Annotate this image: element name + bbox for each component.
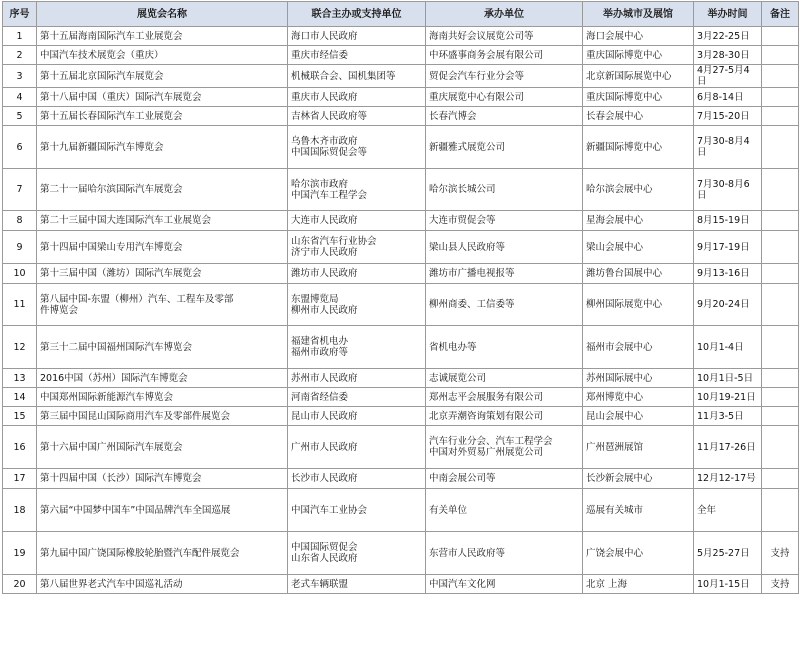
cell-line: 第十四届中国梁山专用汽车博览会 (40, 241, 183, 253)
cell-line: 北京新国际展览中心 (586, 70, 672, 82)
header-venue: 举办城市及展馆 (583, 2, 694, 27)
cell-date (694, 211, 762, 231)
cell-venue (583, 88, 694, 107)
cell-note: 支持 (762, 575, 799, 594)
cell-sponsor (288, 489, 426, 532)
cell-organizer (426, 211, 583, 231)
cell-line: 苏州国际展中心 (586, 372, 653, 384)
cell-line: 9月13-16日 (697, 268, 750, 279)
cell-date (694, 326, 762, 369)
cell-organizer (426, 575, 583, 594)
cell-line: 长沙新会展中心 (586, 473, 653, 484)
cell-venue (583, 27, 694, 46)
cell-note (762, 65, 799, 88)
cell-line: 中国国际贸促会 (291, 542, 358, 553)
cell-line: 大连市贸促会等 (429, 215, 496, 226)
cell-line: 北京 上海 (586, 578, 628, 590)
cell-no: 15 (3, 407, 37, 426)
cell-line: 长沙市人民政府 (291, 473, 358, 484)
cell-name (37, 169, 288, 211)
table-row (3, 369, 799, 388)
cell-organizer (426, 489, 583, 532)
cell-line: 10月19-21日 (697, 391, 756, 403)
cell-line: 第三届中国昆山国际商用汽车及零部件展览会 (40, 410, 231, 422)
cell-no: 17 (3, 469, 37, 489)
cell-line: 第六届“中国梦中国车”中国品牌汽车全国巡展 (40, 504, 231, 516)
header-sponsor: 联合主办或支持单位 (288, 2, 426, 27)
cell-line: 山东省人民政府 (291, 553, 358, 564)
cell-venue (583, 489, 694, 532)
cell-date (694, 407, 762, 426)
cell-line: 东营市人民政府等 (429, 547, 506, 559)
cell-name (37, 369, 288, 388)
cell-line: 中国国际贸促会等 (291, 147, 368, 158)
cell-name (37, 284, 288, 326)
cell-organizer (426, 169, 583, 211)
cell-venue (583, 575, 694, 594)
cell-line: 第十六届中国广州国际汽车展览会 (40, 441, 183, 453)
cell-line: 河南省经信委 (291, 391, 349, 403)
cell-line: 新疆雅式展览公司 (429, 141, 506, 153)
cell-date (694, 88, 762, 107)
table-row (3, 107, 799, 126)
cell-note (762, 469, 799, 489)
cell-no: 16 (3, 426, 37, 469)
cell-no: 20 (3, 575, 37, 594)
header-date: 举办时间 (694, 2, 762, 27)
cell-organizer (426, 46, 583, 65)
cell-line: 郑州博览中心 (586, 391, 644, 403)
cell-line: 3月28-30日 (697, 49, 750, 61)
header-name: 展览会名称 (37, 2, 288, 27)
cell-no: 5 (3, 107, 37, 126)
cell-venue (583, 369, 694, 388)
cell-line: 第十九届新疆国际汽车博览会 (40, 141, 164, 153)
cell-line: 件博览会 (40, 304, 79, 316)
cell-line: 海口会展中心 (586, 30, 644, 42)
cell-line: 巡展有关城市 (586, 504, 644, 516)
cell-line: 重庆展览中心有限公司 (429, 91, 525, 103)
cell-date (694, 264, 762, 284)
cell-line: 北京弄潮咨询策划有限公司 (429, 410, 544, 422)
cell-line: 潍坊市人民政府 (291, 268, 358, 279)
cell-organizer (426, 107, 583, 126)
cell-line: 10月1-4日 (697, 341, 744, 353)
cell-venue (583, 107, 694, 126)
cell-line: 哈尔滨长城公司 (429, 184, 496, 195)
cell-line: 第十八届中国（重庆）国际汽车展览会 (40, 91, 202, 103)
cell-line: 潍坊鲁台国展中心 (586, 268, 663, 279)
cell-date (694, 126, 762, 169)
cell-organizer (426, 388, 583, 407)
cell-line: 海南共好会议展览公司等 (429, 30, 534, 42)
table-row (3, 326, 799, 369)
table-row (3, 169, 799, 211)
cell-line: 第十四届中国（长沙）国际汽车博览会 (40, 473, 202, 484)
cell-line: 机械联合会、国机集团等 (291, 70, 396, 82)
cell-organizer (426, 532, 583, 575)
cell-sponsor (288, 88, 426, 107)
cell-no: 4 (3, 88, 37, 107)
cell-sponsor (288, 169, 426, 211)
table-row (3, 231, 799, 264)
cell-no: 6 (3, 126, 37, 169)
cell-line: 东盟博览局 (291, 293, 339, 305)
cell-venue (583, 65, 694, 88)
cell-line: 11月17-26日 (697, 441, 756, 453)
cell-line: 7月30-8月4 (697, 136, 750, 147)
cell-line: 潍坊市广播电视报等 (429, 268, 515, 279)
header-no: 序号 (3, 2, 37, 27)
cell-organizer (426, 407, 583, 426)
cell-line: 昆山会展中心 (586, 410, 644, 422)
cell-line: 哈尔滨市政府 (291, 178, 349, 190)
cell-sponsor (288, 388, 426, 407)
cell-date (694, 489, 762, 532)
cell-line: 广州琶洲展馆 (586, 441, 644, 453)
cell-name (37, 46, 288, 65)
cell-line: 贸促会汽车行业分会等 (429, 70, 525, 82)
cell-organizer (426, 65, 583, 88)
cell-no: 3 (3, 65, 37, 88)
table-row (3, 489, 799, 532)
cell-line: 第十五届长春国际汽车工业展览会 (40, 110, 183, 122)
cell-sponsor (288, 126, 426, 169)
cell-sponsor (288, 107, 426, 126)
table-row (3, 211, 799, 231)
cell-name (37, 211, 288, 231)
cell-venue (583, 46, 694, 65)
cell-venue (583, 426, 694, 469)
cell-note (762, 369, 799, 388)
cell-name (37, 388, 288, 407)
cell-organizer (426, 264, 583, 284)
cell-date (694, 532, 762, 575)
cell-line: 第三十二届中国福州国际汽车博览会 (40, 341, 193, 353)
cell-line: 中国汽车技术展览会（重庆） (40, 49, 164, 61)
cell-line: 第十三届中国（潍坊）国际汽车展览会 (40, 268, 202, 279)
cell-sponsor (288, 426, 426, 469)
cell-line: 10月1-15日 (697, 578, 750, 590)
table-row (3, 264, 799, 284)
cell-name (37, 231, 288, 264)
cell-line: 重庆市经信委 (291, 49, 349, 61)
cell-line: 志诚展览公司 (429, 372, 487, 384)
cell-organizer (426, 426, 583, 469)
cell-date (694, 46, 762, 65)
cell-name (37, 65, 288, 88)
cell-sponsor (288, 326, 426, 369)
cell-sponsor (288, 211, 426, 231)
cell-no: 1 (3, 27, 37, 46)
cell-date (694, 231, 762, 264)
cell-line: 第十五届北京国际汽车展览会 (40, 70, 164, 82)
cell-date (694, 107, 762, 126)
header-organizer: 承办单位 (426, 2, 583, 27)
cell-no: 14 (3, 388, 37, 407)
cell-date (694, 388, 762, 407)
cell-sponsor (288, 284, 426, 326)
cell-line: 柳州国际展览中心 (586, 299, 663, 310)
cell-no: 19 (3, 532, 37, 575)
cell-line: 第九届中国广饶国际橡胶轮胎暨汽车配件展览会 (40, 547, 240, 559)
cell-line: 海口市人民政府 (291, 30, 358, 42)
cell-line: 苏州市人民政府 (291, 372, 358, 384)
cell-name (37, 326, 288, 369)
cell-line: 广州市人民政府 (291, 441, 358, 453)
cell-line: 老式车辆联盟 (291, 578, 349, 590)
cell-line: 昆山市人民政府 (291, 410, 358, 422)
cell-no: 11 (3, 284, 37, 326)
cell-sponsor (288, 46, 426, 65)
cell-organizer (426, 88, 583, 107)
cell-line: 福州市会展中心 (586, 341, 653, 353)
cell-line: 柳州市人民政府 (291, 304, 358, 316)
cell-line: 新疆国际博览中心 (586, 141, 663, 153)
table-row (3, 126, 799, 169)
cell-name (37, 407, 288, 426)
cell-venue (583, 284, 694, 326)
cell-sponsor (288, 575, 426, 594)
cell-date (694, 169, 762, 211)
cell-line: 5月25-27日 (697, 547, 750, 559)
cell-organizer (426, 231, 583, 264)
cell-venue (583, 231, 694, 264)
cell-organizer (426, 27, 583, 46)
cell-name (37, 88, 288, 107)
cell-line: 8月15-19日 (697, 215, 750, 226)
cell-line: 日 (697, 147, 707, 158)
cell-venue (583, 407, 694, 426)
cell-line: 中环盛事商务会展有限公司 (429, 49, 544, 61)
cell-line: 省机电办等 (429, 341, 477, 353)
table-row (3, 575, 799, 594)
cell-line: 全年 (697, 504, 717, 516)
cell-note (762, 284, 799, 326)
cell-sponsor (288, 264, 426, 284)
cell-line: 重庆国际博览中心 (586, 49, 663, 61)
cell-line: 梁山会展中心 (586, 241, 644, 253)
cell-line: 中国汽车工业协会 (291, 504, 368, 516)
cell-sponsor (288, 231, 426, 264)
cell-note (762, 88, 799, 107)
cell-line: 第八届世界老式汽车中国巡礼活动 (40, 578, 183, 590)
cell-name (37, 107, 288, 126)
cell-line: 9月17-19日 (697, 241, 750, 253)
cell-line: 7月30-8月6 (697, 178, 750, 190)
cell-line: 大连市人民政府 (291, 215, 358, 226)
cell-line: 哈尔滨会展中心 (586, 184, 653, 195)
cell-line: 7月15-20日 (697, 110, 750, 122)
cell-line: 汽车行业分会、汽车工程学会 (429, 436, 553, 447)
cell-line: 第十五届海南国际汽车工业展览会 (40, 30, 183, 42)
cell-line: 中国郑州国际新能源汽车博览会 (40, 391, 174, 403)
table-row (3, 532, 799, 575)
cell-sponsor (288, 469, 426, 489)
cell-line: 有关单位 (429, 504, 468, 516)
cell-line: 福州市政府等 (291, 347, 349, 358)
exhibition-table (2, 1, 799, 594)
cell-line: 中南会展公司等 (429, 473, 496, 484)
cell-line: 11月3-5日 (697, 410, 744, 422)
cell-venue (583, 388, 694, 407)
cell-organizer (426, 126, 583, 169)
cell-line: 重庆市人民政府 (291, 91, 358, 103)
cell-note (762, 326, 799, 369)
cell-note (762, 126, 799, 169)
table-row (3, 388, 799, 407)
cell-name (37, 126, 288, 169)
cell-line: 星海会展中心 (586, 215, 644, 226)
cell-line: 长春会展中心 (586, 110, 644, 122)
cell-note (762, 169, 799, 211)
table-row (3, 426, 799, 469)
cell-name (37, 575, 288, 594)
cell-name (37, 532, 288, 575)
cell-venue (583, 264, 694, 284)
cell-note (762, 407, 799, 426)
cell-sponsor (288, 407, 426, 426)
cell-line: 福建省机电办 (291, 336, 349, 347)
cell-line: 10月1日-5日 (697, 372, 754, 384)
cell-line: 中国汽车文化网 (429, 578, 496, 590)
cell-venue (583, 169, 694, 211)
cell-venue (583, 469, 694, 489)
cell-line: 梁山县人民政府等 (429, 241, 506, 253)
cell-name (37, 489, 288, 532)
cell-no: 18 (3, 489, 37, 532)
header-note: 备注 (762, 2, 799, 27)
cell-organizer (426, 284, 583, 326)
table-row (3, 88, 799, 107)
cell-line: 2016中国（苏州）国际汽车博览会 (40, 372, 188, 384)
cell-sponsor (288, 532, 426, 575)
cell-no: 12 (3, 326, 37, 369)
cell-note (762, 231, 799, 264)
cell-name (37, 27, 288, 46)
cell-line: 重庆国际博览中心 (586, 91, 663, 103)
cell-line: 中国对外贸易广州展览公司 (429, 447, 544, 458)
cell-line: 长春汽博会 (429, 110, 477, 122)
cell-line: 中国汽车工程学会 (291, 189, 368, 201)
cell-organizer (426, 369, 583, 388)
cell-line: 济宁市人民政府 (291, 247, 358, 258)
cell-line: 第二十三届中国大连国际汽车工业展览会 (40, 215, 212, 226)
cell-note (762, 264, 799, 284)
cell-no: 7 (3, 169, 37, 211)
cell-note (762, 27, 799, 46)
cell-sponsor (288, 27, 426, 46)
cell-note (762, 46, 799, 65)
cell-venue (583, 532, 694, 575)
table-row (3, 407, 799, 426)
table-row (3, 469, 799, 489)
cell-note (762, 211, 799, 231)
cell-date (694, 27, 762, 46)
cell-line: 第二十一届哈尔滨国际汽车展览会 (40, 184, 183, 195)
cell-line: 郑州志平会展服务有限公司 (429, 391, 544, 403)
cell-line: 日 (697, 189, 707, 201)
cell-line: 3月22-25日 (697, 30, 750, 42)
cell-sponsor (288, 369, 426, 388)
cell-date (694, 65, 762, 88)
cell-no: 13 (3, 369, 37, 388)
cell-organizer (426, 326, 583, 369)
cell-sponsor (288, 65, 426, 88)
cell-no: 10 (3, 264, 37, 284)
cell-date (694, 469, 762, 489)
cell-line: 吉林省人民政府等 (291, 110, 368, 122)
cell-note: 支持 (762, 532, 799, 575)
cell-line: 乌鲁木齐市政府 (291, 136, 358, 147)
table-row (3, 27, 799, 46)
header-row (3, 2, 799, 27)
cell-date (694, 369, 762, 388)
cell-line: 6月8-14日 (697, 91, 744, 103)
cell-line: 山东省汽车行业协会 (291, 236, 377, 247)
cell-venue (583, 126, 694, 169)
cell-note (762, 489, 799, 532)
cell-note (762, 426, 799, 469)
cell-name (37, 469, 288, 489)
cell-venue (583, 326, 694, 369)
cell-line: 广饶会展中心 (586, 547, 644, 559)
cell-line: 4月27-5月4 (697, 65, 750, 76)
cell-organizer (426, 469, 583, 489)
table-row (3, 65, 799, 88)
cell-date (694, 284, 762, 326)
cell-line: 柳州商委、工信委等 (429, 299, 515, 310)
cell-line: 日 (697, 76, 707, 87)
cell-date (694, 575, 762, 594)
table-body (3, 27, 799, 594)
cell-note (762, 388, 799, 407)
cell-line: 第八届中国-东盟（柳州）汽车、工程车及零部 (40, 293, 234, 305)
cell-no: 8 (3, 211, 37, 231)
cell-no: 9 (3, 231, 37, 264)
cell-name (37, 426, 288, 469)
cell-line: 12月12-17号 (697, 473, 756, 484)
table-row (3, 284, 799, 326)
cell-venue (583, 211, 694, 231)
table-row (3, 46, 799, 65)
cell-date (694, 426, 762, 469)
cell-no: 2 (3, 46, 37, 65)
cell-name (37, 264, 288, 284)
cell-note (762, 107, 799, 126)
cell-line: 9月20-24日 (697, 299, 750, 310)
